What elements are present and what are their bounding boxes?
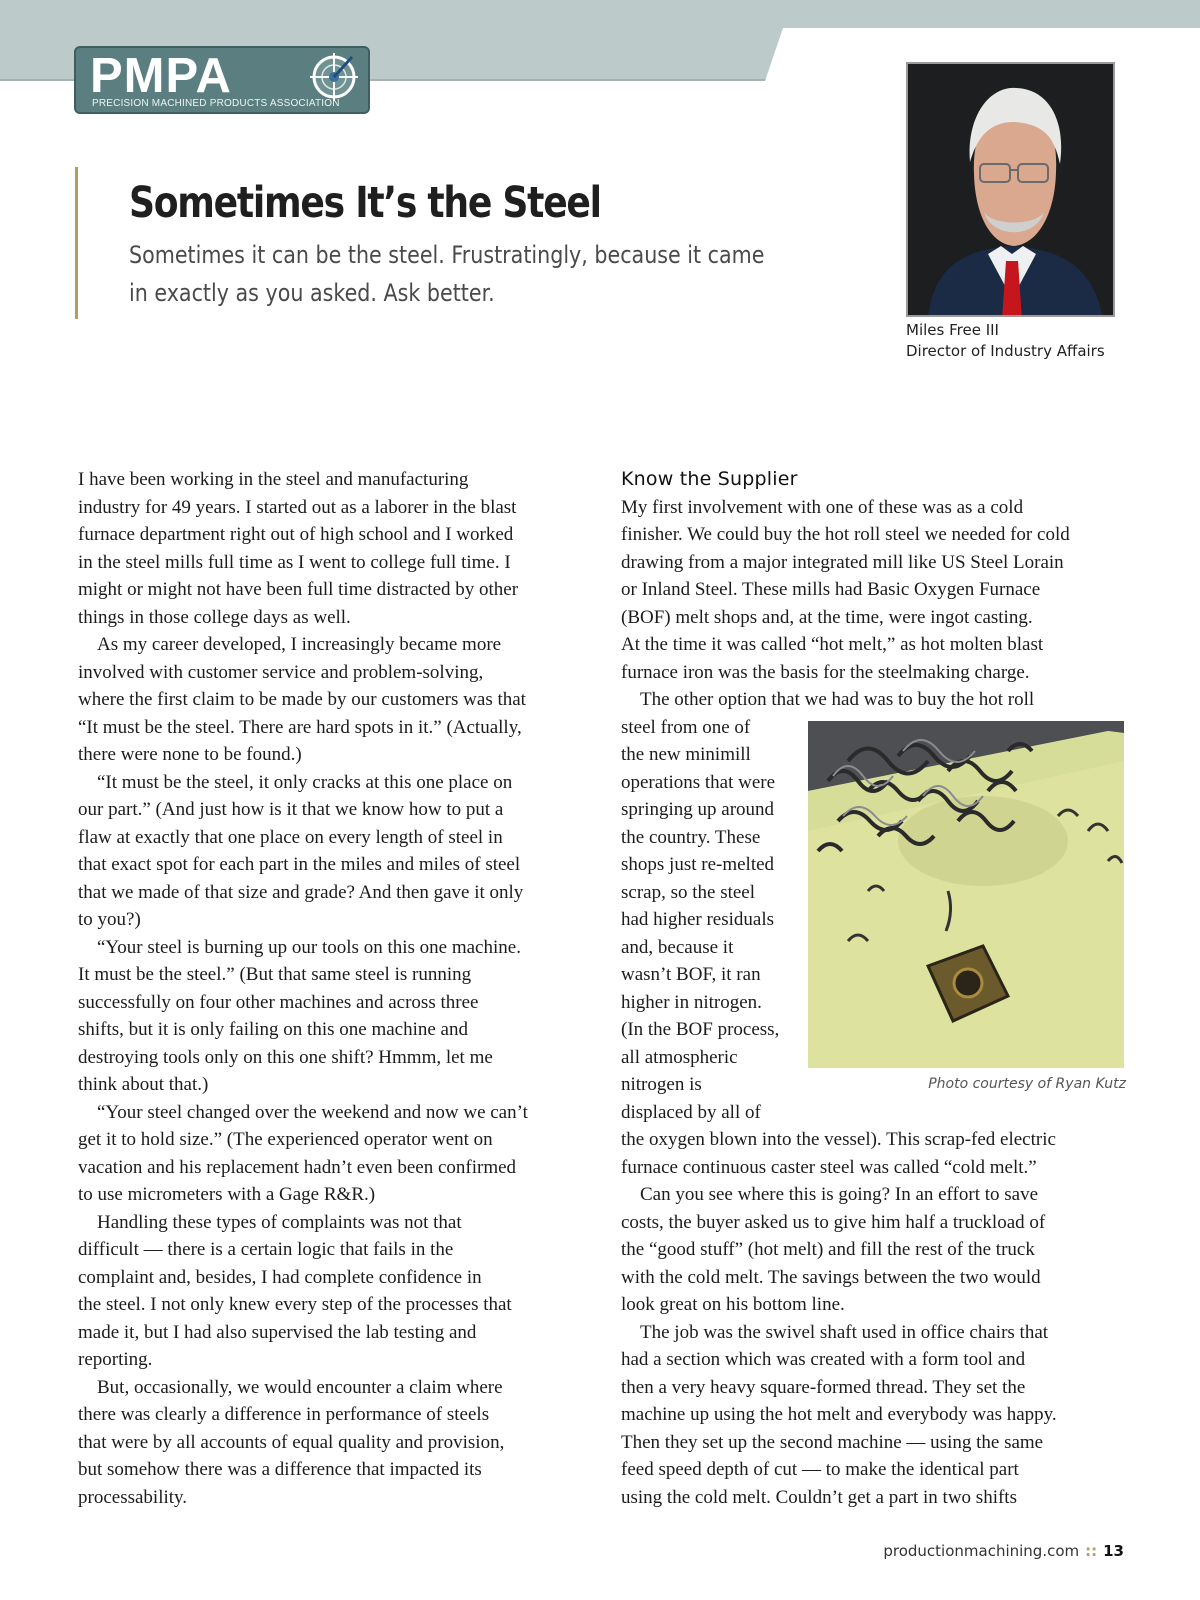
body-column-left xyxy=(78,466,598,1511)
steel-chips-photo xyxy=(808,721,1124,1068)
text-line: successfully on four other machines and across three xyxy=(78,991,479,1013)
text-line: might or might not have been full time distracted by other xyxy=(78,579,519,600)
text-line: that were by all accounts of equal quality and provision, xyxy=(78,1431,505,1453)
text-line: get it to hold size.” (The experienced operator went on xyxy=(78,1129,493,1150)
text-line: with the cold melt. The savings between the two would xyxy=(621,1266,1041,1288)
text-line: had a section which was created with a form tool and xyxy=(621,1349,1026,1370)
text-line: vacation and his replacement hadn’t even been confirmed xyxy=(78,1156,517,1178)
text-line: things in those college days as well. xyxy=(78,606,351,628)
text-line: I have been working in the steel and manufacturing xyxy=(78,469,469,490)
text-line: “It must be the steel. There are hard spots in it.” (Actually, xyxy=(78,716,522,738)
text-line: the “good stuff” (hot melt) and fill the rest of the truck xyxy=(621,1239,1035,1260)
footer-separator: :: xyxy=(1085,1542,1098,1560)
subtitle-line: in exactly as you asked. Ask better. xyxy=(129,279,495,307)
text-line: feed speed depth of cut — to make the identical part xyxy=(621,1459,1019,1480)
text-line: flaw at exactly that one place on every length of steel in xyxy=(78,826,503,848)
photo-caption: Photo courtesy of Ryan Kutz xyxy=(928,1076,1126,1092)
text-line: that exact spot for each part in the miles and miles of steel xyxy=(78,854,521,875)
text-line: reporting. xyxy=(78,1349,153,1370)
text-line: furnace department right out of high school and I worked xyxy=(78,524,514,545)
text-line: machine up using the hot melt and everybody was happy. xyxy=(621,1404,1057,1425)
text-line: (BOF) melt shops and, at the time, were ingot casting. xyxy=(621,606,1033,628)
author-caption xyxy=(906,320,1105,362)
text-line: higher in nitrogen. xyxy=(621,991,762,1013)
article-subtitle xyxy=(129,236,765,312)
text-line: scrap, so the steel xyxy=(621,881,756,903)
text-line: Can you see where this is going? In an effort to save xyxy=(640,1184,1039,1205)
text-line: wasn’t BOF, it ran xyxy=(621,964,761,985)
text-line: shifts, but it is only failing on this one machine and xyxy=(78,1019,468,1040)
crosshair-icon xyxy=(308,51,360,103)
subtitle-line: Sometimes it can be the steel. Frustratingly, because it came xyxy=(129,241,765,269)
article-title: Sometimes It’s the Steel xyxy=(129,178,601,228)
text-line: As my career developed, I increasingly became more xyxy=(97,634,502,655)
text-line: “Your steel is burning up our tools on this one machine. xyxy=(97,936,521,958)
text-line: then a very heavy square-formed thread. They set the xyxy=(621,1376,1026,1398)
chips-illustration xyxy=(808,721,1124,1068)
text-line: furnace continuous caster steel was called “cold melt.” xyxy=(621,1156,1037,1178)
text-line: using the cold melt. Couldn’t get a part in two shifts xyxy=(621,1486,1017,1508)
text-line: the new minimill xyxy=(621,744,751,765)
text-line: there was clearly a difference in performance of steels xyxy=(78,1404,490,1425)
text-line: “It must be the steel, it only cracks at this one place on xyxy=(97,771,513,793)
page-number: 13 xyxy=(1103,1542,1124,1560)
text-line: all atmospheric xyxy=(621,1046,738,1068)
text-line: industry for 49 years. I started out as a laborer in the blast xyxy=(78,496,517,518)
text-line: difficult — there is a certain logic that fails in the xyxy=(78,1239,454,1260)
text-line: shops just re-melted xyxy=(621,854,775,875)
text-line: and, because it xyxy=(621,936,734,958)
text-line: made it, but I had also supervised the lab testing and xyxy=(78,1321,477,1343)
footer-site: productionmachining.com xyxy=(883,1542,1080,1560)
text-line: Then they set up the second machine — using the same xyxy=(621,1431,1044,1453)
text-line: displaced by all of xyxy=(621,1101,761,1123)
text-line: destroying tools only on this one shift? Hmmm, let me xyxy=(78,1046,493,1068)
text-line: the country. These xyxy=(621,826,761,848)
text-line: complaint and, besides, I had complete confidence in xyxy=(78,1266,482,1288)
text-line: our part.” (And just how is it that we know how to put a xyxy=(78,799,504,820)
text-line: costs, the buyer asked us to give him half a truckload of xyxy=(621,1211,1046,1233)
text-line: steel from one of xyxy=(621,716,751,738)
text-line: (In the BOF process, xyxy=(621,1019,780,1040)
text-line: At the time it was called “hot melt,” as hot molten blast xyxy=(621,634,1044,655)
text-line: but somehow there was a difference that impacted its xyxy=(78,1459,482,1480)
pmpa-logo xyxy=(74,46,370,114)
text-line: My first involvement with one of these was as a cold xyxy=(621,496,1024,518)
text-line: in the steel mills full time as I went to college full time. I xyxy=(78,551,511,573)
text-line: The job was the swivel shaft used in office chairs that xyxy=(640,1321,1049,1343)
text-line: “Your steel changed over the weekend and now we can’t xyxy=(97,1101,528,1123)
text-line: But, occasionally, we would encounter a claim where xyxy=(97,1376,503,1398)
text-line: to use micrometers with a Gage R&R.) xyxy=(78,1184,376,1205)
text-line: the oxygen blown into the vessel). This scrap-fed electric xyxy=(621,1129,1056,1150)
title-accent-bar xyxy=(75,167,78,319)
text-line: or Inland Steel. These mills had Basic Oxygen Furnace xyxy=(621,579,1041,600)
text-line: springing up around xyxy=(621,799,775,820)
text-line: there were none to be found.) xyxy=(78,744,302,765)
text-line: operations that were xyxy=(621,771,776,793)
logo-subtitle: PRECISION MACHINED PRODUCTS ASSOCIATION xyxy=(92,98,340,109)
text-line: furnace iron was the basis for the steelmaking charge. xyxy=(621,661,1030,683)
text-line: involved with customer service and problem-solving, xyxy=(78,661,484,683)
author-photo xyxy=(908,64,1115,317)
text-line: that we made of that size and grade? And then gave it only xyxy=(78,881,524,903)
text-line: to you?) xyxy=(78,909,141,930)
text-line: processability. xyxy=(78,1486,188,1508)
text-line: look great on his bottom line. xyxy=(621,1294,845,1315)
author-name: Miles Free III xyxy=(906,321,999,339)
text-line: where the first claim to be made by our customers was that xyxy=(78,689,526,710)
author-portrait xyxy=(906,62,1115,317)
text-line: drawing from a major integrated mill like US Steel Lorain xyxy=(621,551,1064,573)
logo-wordmark: PMPA xyxy=(90,49,232,103)
text-line: It must be the steel.” (But that same steel is running xyxy=(78,964,472,985)
text-line: nitrogen is xyxy=(621,1074,702,1095)
text-line: had higher residuals xyxy=(621,909,775,930)
text-line: the steel. I not only knew every step of the processes that xyxy=(78,1294,512,1315)
text-line: The other option that we had was to buy the hot roll xyxy=(640,689,1035,710)
author-role: Director of Industry Affairs xyxy=(906,342,1105,360)
section-heading: Know the Supplier xyxy=(621,468,798,490)
text-line: finisher. We could buy the hot roll steel we needed for cold xyxy=(621,524,1070,545)
text-line: think about that.) xyxy=(78,1074,209,1095)
text-line: Handling these types of complaints was not that xyxy=(97,1211,462,1233)
page-footer xyxy=(883,1542,1124,1560)
